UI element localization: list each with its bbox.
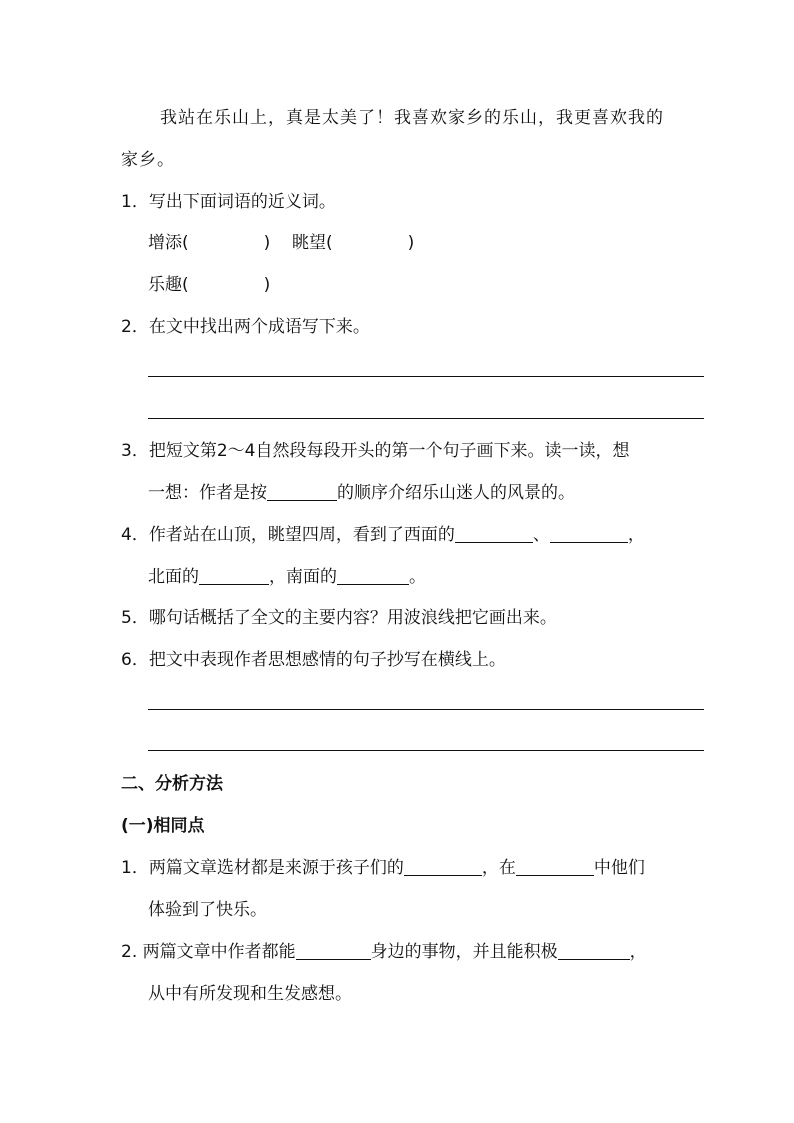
p2-text-a: 2. 两篇文章中作者都能: [121, 942, 296, 962]
p2-text-b: 身边的事物，并且能积极: [370, 942, 558, 962]
question-1: 1．写出下面词语的近义词。: [121, 192, 336, 212]
q4-text-a: 4．作者站在山顶，眺望四周，看到了西面的: [121, 525, 455, 545]
question-4-line-1: [121, 523, 645, 547]
point-1-line-2: 体验到了快乐。: [148, 900, 267, 920]
q1-close-2: ): [407, 233, 415, 253]
section-2-title: 二、分析方法: [121, 774, 223, 794]
q4-text-north: 北面的: [148, 567, 199, 587]
question-3-line-2: [148, 481, 575, 505]
p1-blank-2[interactable]: [516, 857, 594, 876]
q4-period: 。: [409, 567, 426, 587]
point-2-line-1: [121, 940, 647, 964]
p2-text-c: ，: [629, 942, 647, 962]
q1-word-tiaowang: [292, 231, 414, 255]
q4-comma: ，: [627, 525, 645, 545]
section-2-subtitle: (一)相同点: [121, 816, 205, 836]
q1-word-lequ: [148, 273, 270, 297]
q2-answer-line-1[interactable]: [148, 376, 704, 377]
passage-line-2: 家乡。: [121, 150, 175, 170]
q1-word-1-label: 增添(: [148, 233, 189, 253]
q1-word-zengtian: [148, 231, 270, 255]
q3-blank[interactable]: [267, 482, 337, 501]
question-4-line-2: [148, 565, 426, 589]
p2-blank-2[interactable]: [558, 941, 630, 960]
q4-blank-west-1[interactable]: [455, 524, 533, 543]
passage-line-1: 我站在乐山上，真是太美了！我喜欢家乡的乐山，我更喜欢我的: [160, 108, 664, 128]
q1-word-3-label: 乐趣(: [148, 275, 189, 295]
p2-blank-1[interactable]: [296, 941, 371, 960]
q6-answer-line-1[interactable]: [148, 709, 704, 710]
q4-text-south: ，南面的: [269, 567, 337, 587]
question-5: 5．哪句话概括了全文的主要内容？用波浪线把它画出来。: [121, 608, 557, 628]
q1-word-2-label: 眺望(: [292, 233, 333, 253]
question-6: 6．把文中表现作者思想感情的句子抄写在横线上。: [121, 650, 506, 670]
p1-text-b: ，在: [481, 858, 516, 878]
q6-answer-line-2[interactable]: [148, 750, 704, 751]
q4-blank-north[interactable]: [199, 566, 269, 585]
q1-close-1: ): [263, 233, 271, 253]
q4-blank-south[interactable]: [337, 566, 409, 585]
q4-blank-west-2[interactable]: [550, 524, 628, 543]
question-3-line-1: 3．把短文第2～4自然段每段开头的第一个句子画下来。读一读，想: [121, 441, 630, 461]
p1-text-c: 中他们: [593, 858, 645, 878]
point-2-line-2: 从中有所发现和生发感想。: [148, 984, 352, 1004]
p1-blank-1[interactable]: [404, 857, 482, 876]
q2-answer-line-2[interactable]: [148, 418, 704, 419]
q1-close-3: ): [263, 275, 271, 295]
q4-sep: 、: [532, 525, 550, 545]
p1-text-a: 1．两篇文章选材都是来源于孩子们的: [121, 858, 404, 878]
q3-text-b: 的顺序介绍乐山迷人的风景的。: [337, 483, 575, 503]
question-2: 2．在文中找出两个成语写下来。: [121, 317, 370, 337]
point-1-line-1: [121, 856, 645, 880]
q3-text-a: 一想：作者是按: [148, 483, 267, 503]
